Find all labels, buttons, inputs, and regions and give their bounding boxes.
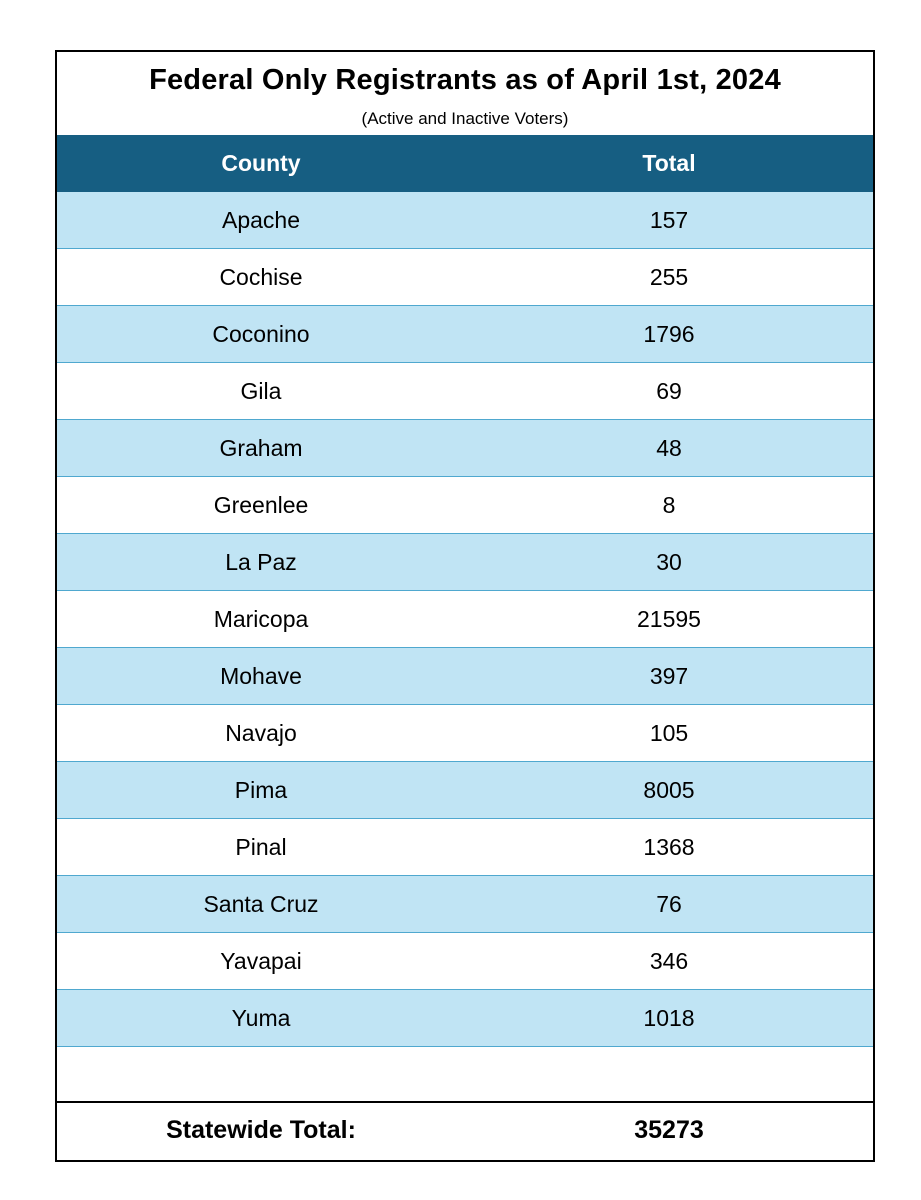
table-row (57, 876, 873, 933)
total-cell: 30 (656, 549, 682, 575)
total-cell: 21595 (637, 606, 701, 632)
table-body (57, 192, 873, 1104)
total-cell: 105 (649, 720, 689, 746)
table-row (57, 534, 873, 591)
registrants-table (55, 50, 875, 1162)
county-cell: Yuma (231, 1005, 291, 1031)
total-cell: 1796 (643, 321, 695, 347)
total-cell: 255 (649, 264, 689, 290)
county-cell: Navajo (225, 720, 297, 746)
table-row (57, 192, 873, 249)
county-cell: Apache (221, 207, 300, 233)
county-cell: Graham (219, 435, 303, 461)
table-row (57, 591, 873, 648)
county-cell: Coconino (212, 321, 310, 347)
statewide-total-row (57, 1101, 873, 1160)
county-cell: Gila (240, 378, 282, 404)
table-row (57, 363, 873, 420)
county-cell: Cochise (219, 264, 303, 290)
total-cell: 48 (656, 435, 682, 461)
county-cell: La Paz (225, 549, 297, 575)
county-cell: Santa Cruz (203, 891, 319, 917)
county-cell: Pima (234, 777, 288, 803)
total-cell: 76 (656, 891, 682, 917)
header-county: County (221, 150, 301, 176)
statewide-total-value: 35273 (634, 1116, 704, 1144)
total-cell: 346 (649, 948, 689, 974)
county-cell: Mohave (220, 663, 302, 689)
table-title: Federal Only Registrants as of April 1st, 2024 (149, 64, 781, 96)
total-cell: 397 (649, 663, 689, 689)
total-cell: 69 (656, 378, 682, 404)
county-cell: Pinal (235, 834, 287, 860)
statewide-total-label: Statewide Total: (166, 1116, 356, 1144)
total-cell: 157 (649, 207, 689, 233)
total-cell: 8 (662, 492, 676, 518)
table-row (57, 819, 873, 876)
county-cell: Greenlee (213, 492, 309, 518)
table-row (57, 249, 873, 306)
county-cell: Yavapai (220, 948, 302, 974)
table-subtitle: (Active and Inactive Voters) (361, 109, 569, 128)
table-row (57, 705, 873, 762)
table-row (57, 477, 873, 534)
table-row (57, 306, 873, 363)
table-row (57, 648, 873, 705)
table-row (57, 420, 873, 477)
total-cell: 1368 (643, 834, 695, 860)
county-cell: Maricopa (213, 606, 309, 632)
table-row (57, 990, 873, 1047)
table-header-row (57, 135, 873, 192)
total-cell: 8005 (643, 777, 695, 803)
table-row (57, 762, 873, 819)
total-cell: 1018 (643, 1005, 695, 1031)
header-total: Total (642, 150, 696, 176)
table-row (57, 933, 873, 990)
blank-row (57, 1047, 873, 1104)
